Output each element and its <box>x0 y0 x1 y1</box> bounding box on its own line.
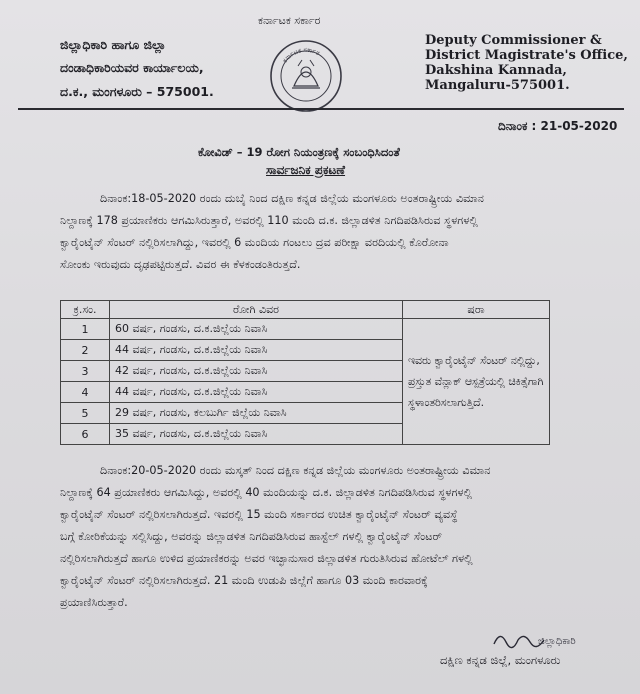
paragraph-1-line: ದಿನಾಂಕ:18-05-2020 ರಂದು ದುಬೈ ನಿಂದ ದಕ್ಷಿಣ ಕನ್ನಡ ಜಿಲ್ಲೆಯ ಮಂಗಳೂರು ಅಂತರಾಷ್ಟ್ರೀಯ ವಿಮಾನ <box>100 192 484 205</box>
cell-serial: 3 <box>61 361 110 382</box>
subject-line: ಕೋವಿಡ್ – 19 ರೋಗ ನಿಯಂತ್ರಣಕ್ಕೆ ಸಂಬಂಧಿಸಿದಂತೆ <box>198 145 400 159</box>
cell-patient-details: 35 ವರ್ಷ, ಗಂಡಸು, ದ.ಕ.ಜಿಲ್ಲೆಯ ನಿವಾಸಿ <box>110 424 403 445</box>
cell-patient-details: 60 ವರ್ಷ, ಗಂಡಸು, ದ.ಕ.ಜಿಲ್ಲೆಯ ನಿವಾಸಿ <box>110 319 403 340</box>
paragraph-1 <box>60 188 620 276</box>
header-divider <box>18 108 624 110</box>
table-row <box>61 319 550 340</box>
paragraph-2-line: ಪ್ರಯಾಣಿಸಿರುತ್ತಾರೆ. <box>60 596 128 609</box>
government-title: ಕರ್ನಾಟಕ ಸರ್ಕಾರ <box>258 14 321 27</box>
english-office-line-1: Deputy Commissioner & <box>425 33 602 48</box>
issue-date: ದಿನಾಂಕ : 21-05-2020 <box>498 119 618 133</box>
cell-serial: 6 <box>61 424 110 445</box>
table-header-row <box>61 301 550 319</box>
kannada-office-line-2: ದಂಡಾಧಿಕಾರಿಯವರ ಕಾರ್ಯಾಲಯ, <box>60 60 204 75</box>
paragraph-2-line: ನಿಲ್ದಾಣಕ್ಕೆ 64 ಪ್ರಯಾಣಿಕರು ಆಗಮಿಸಿದ್ದು, ಅವರಲ್ಲಿ 40 ಮಂದಿಯನ್ನು ದ.ಕ. ಜಿಲ್ಲಾಡಳಿತ ನಿಗದಿಪಡಿಸಿರುವ ಸ್ಥಳಗಳಲ್ಲಿ <box>60 486 473 499</box>
cell-patient-details: 29 ವರ್ಷ, ಗಂಡಸು, ಕಲಬುರ್ಗಿ ಜಿಲ್ಲೆಯ ನಿವಾಸಿ <box>110 403 403 424</box>
paragraph-2-line: ಕ್ವಾರೈಂಟೈನ್ ಸೆಂಟರ್ ನಲ್ಲಿರಿಸಲಾಗಿರುತ್ತದೆ. ಇವರಲ್ಲಿ 15 ಮಂದಿ ಸರ್ಕಾರದ ಉಚಿತ ಕ್ವಾರೈಂಟೈನ್ ಸೆಂಟರ್ ವ್ಯವಸ್ಥೆ <box>60 508 458 521</box>
paragraph-1-line: ನಿಲ್ದಾಣಕ್ಕೆ 178 ಪ್ರಯಾಣಿಕರು ಆಗಮಿಸಿರುತ್ತಾರೆ, ಅವರಲ್ಲಿ 110 ಮಂದಿ ದ.ಕ. ಜಿಲ್ಲಾಡಳಿತ ನಿಗದಿಪಡಿಸಿರುವ ಸ್ಥಳಗಳಲ್ಲಿ <box>60 214 478 227</box>
paragraph-2-line: ಬಗ್ಗೆ ಕೋರಿಕೆಯನ್ನು ಸಲ್ಲಿಸಿದ್ದು, ಅವರನ್ನು ಜಿಲ್ಲಾಡಳಿತ ನಿಗದಿಪಡಿಸಿರುವ ಹಾಸ್ಟೆಲ್ ಗಳಲ್ಲಿ ಕ್ವಾರೈಂಟೈನ್ ಸೆಂಟರ್ <box>60 530 443 543</box>
english-office-line-2: District Magistrate's Office, <box>425 48 628 63</box>
kannada-office-line-1: ಜಿಲ್ಲಾಧಿಕಾರಿ ಹಾಗೂ ಜಿಲ್ಲಾ <box>60 37 167 52</box>
cell-serial: 5 <box>61 403 110 424</box>
signature-mark <box>490 628 580 650</box>
notice-headline: ಸಾರ್ವಜನಿಕ ಪ್ರಕಟಣೆ <box>266 163 346 177</box>
signature-text: ಜಿಲ್ಲಾಧಿಕಾರಿ <box>538 636 576 647</box>
state-emblem-seal <box>268 38 344 114</box>
english-office-line-3: Dakshina Kannada, <box>425 63 567 78</box>
english-office-line-4: Mangaluru-575001. <box>425 78 570 93</box>
emblem-text: ಕರ್ನಾಟಕ ಸರ್ಕಾರ <box>280 45 322 65</box>
cell-patient-details: 44 ವರ್ಷ, ಗಂಡಸು, ದ.ಕ.ಜಿಲ್ಲೆಯ ನಿವಾಸಿ <box>110 340 403 361</box>
paragraph-2-line: ನಲ್ಲಿರಿಸಲಾಗಿರುತ್ತದೆ ಹಾಗೂ ಉಳಿದ ಪ್ರಯಾಣಿಕರನ್ನು ಅವರ ಇಚ್ಛಾನುಸಾರ ಜಿಲ್ಲಾಡಳಿತ ಗುರುತಿಸಿರುವ ಹೋಟೆಲ್ ಗಳಲ್ಲಿ <box>60 552 473 565</box>
column-header-remarks: ಷರಾ <box>403 301 550 319</box>
cell-patient-details: 44 ವರ್ಷ, ಗಂಡಸು, ದ.ಕ.ಜಿಲ್ಲೆಯ ನಿವಾಸಿ <box>110 382 403 403</box>
cell-patient-details: 42 ವರ್ಷ, ಗಂಡಸು, ದ.ಕ.ಜಿಲ್ಲೆಯ ನಿವಾಸಿ <box>110 361 403 382</box>
kannada-office-line-3: ದ.ಕ., ಮಂಗಳೂರು – 575001. <box>60 84 214 99</box>
cell-serial: 2 <box>61 340 110 361</box>
cell-serial: 1 <box>61 319 110 340</box>
column-header-serial: ಕ್ರ.ಸಂ. <box>61 301 110 319</box>
positive-cases-table <box>60 300 550 445</box>
cell-remarks: ಇವರು ಕ್ವಾರೈಂಟೈನ್ ಸೆಂಟರ್ ನಲ್ಲಿದ್ದು, ಪ್ರಸ್ತುತ ವೆನ್ಲಾಕ್ ಆಸ್ಪತ್ರೆಯಲ್ಲಿ ಚಿಕಿತ್ಸೆಗಾಗಿ ಸ್ಥಳಾಂತರಿಸಲಾಗುತ್ತಿದೆ. <box>403 319 550 445</box>
cell-serial: 4 <box>61 382 110 403</box>
column-header-patient-details: ರೋಗಿ ವಿವರ <box>110 301 403 319</box>
paragraph-2-line: ಕ್ವಾರೈಂಟೈನ್ ಸೆಂಟರ್ ನಲ್ಲಿರಿಸಲಾಗಿರುತ್ತದೆ. 21 ಮಂದಿ ಉಡುಪಿ ಜಿಲ್ಲೆಗೆ ಹಾಗೂ 03 ಮಂದಿ ಕಾರವಾರಕ್ಕೆ <box>60 574 428 587</box>
paragraph-1-line: ಕ್ವಾರೈಂಟೈನ್ ಸೆಂಟರ್ ನಲ್ಲಿರಿಸಲಾಗಿದ್ದು, ಇವರಲ್ಲಿ 6 ಮಂದಿಯ ಗಂಟಲು ದ್ರವ ಪರೀಕ್ಷಾ ವರದಿಯಲ್ಲಿ ಕೊರೋನಾ <box>60 236 449 249</box>
paragraph-2-line: ದಿನಾಂಕ:20-05-2020 ರಂದು ಮಸ್ಕತ್ ನಿಂದ ದಕ್ಷಿಣ ಕನ್ನಡ ಜಿಲ್ಲೆಯ ಮಂಗಳೂರು ಅಂತರಾಷ್ಟ್ರೀಯ ವಿಮಾನ <box>100 464 491 477</box>
signatory-office: ದಕ್ಷಿಣ ಕನ್ನಡ ಜಿಲ್ಲೆ, ಮಂಗಳೂರು <box>440 653 561 667</box>
paragraph-2 <box>60 460 620 614</box>
paragraph-1-line: ಸೋಂಕು ಇರುವುದು ದೃಢಪಟ್ಟಿರುತ್ತದೆ. ವಿವರ ಈ ಕೆಳಕಂಡಂತಿರುತ್ತದೆ. <box>60 258 301 271</box>
